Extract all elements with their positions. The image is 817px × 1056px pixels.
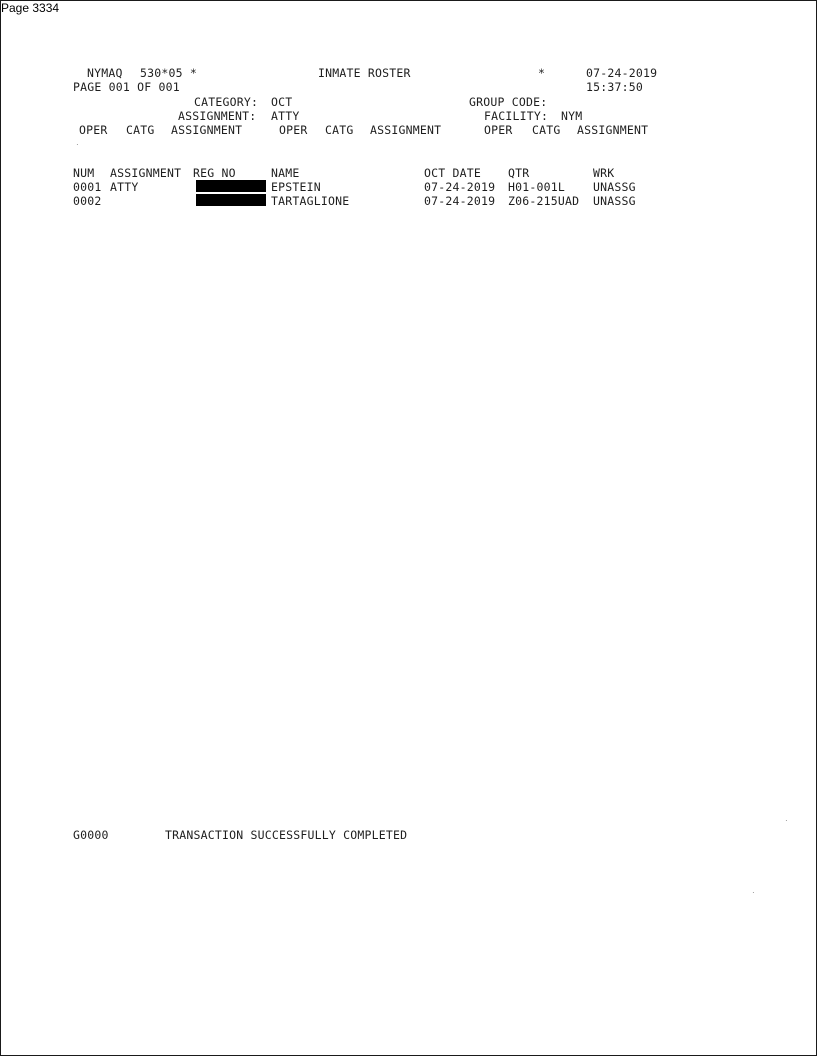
group-code-label: GROUP CODE: (469, 95, 548, 109)
category-value: OCT (271, 95, 293, 109)
oper-header-1: OPER (79, 123, 108, 137)
page-label: Page 3334 (1, 1, 60, 15)
system-code: NYMAQ (87, 66, 123, 80)
row-1-oct-date: 07-24-2019 (424, 180, 496, 194)
assignment-header-3: ASSIGNMENT (577, 123, 649, 137)
assignment-value: ATTY (271, 109, 300, 123)
col-name: NAME (271, 166, 300, 180)
report-title: INMATE ROSTER (318, 66, 411, 80)
col-num: NUM (73, 166, 95, 180)
row-1-wrk: UNASSG (593, 180, 636, 194)
oper-header-3: OPER (484, 123, 513, 137)
page-info: PAGE 001 OF 001 (73, 80, 180, 94)
facility-value: NYM (561, 109, 583, 123)
footer-code: G0000 (73, 828, 109, 842)
row-2-wrk: UNASSG (593, 194, 636, 208)
row-2-reg-no-redaction (196, 194, 266, 206)
row-2-num: 0002 (73, 194, 102, 208)
report-date: 07-24-2019 (586, 66, 658, 80)
row-1-name: EPSTEIN (271, 180, 321, 194)
report-time: 15:37:50 (586, 80, 643, 94)
assignment-header-1: ASSIGNMENT (171, 123, 243, 137)
program-code: 530*05 * (140, 66, 197, 80)
header-star: * (538, 66, 546, 80)
row-2-name: TARTAGLIONE (271, 194, 350, 208)
row-1-num: 0001 (73, 180, 102, 194)
scan-speck: · (785, 816, 788, 825)
assignment-header-2: ASSIGNMENT (370, 123, 442, 137)
row-2-oct-date: 07-24-2019 (424, 194, 496, 208)
col-oct-date: OCT DATE (424, 166, 481, 180)
facility-label: FACILITY: (484, 109, 549, 123)
row-1-qtr: H01-001L (508, 180, 565, 194)
row-1-reg-no-redaction (196, 180, 266, 192)
catg-header-1: CATG (126, 123, 155, 137)
category-label: CATEGORY: (194, 95, 259, 109)
col-qtr: QTR (508, 166, 530, 180)
col-reg-no: REG NO (193, 166, 236, 180)
oper-header-2: OPER (279, 123, 308, 137)
row-2-qtr: Z06-215UAD (508, 194, 580, 208)
scan-speck: · (76, 140, 79, 149)
scan-speck: · (752, 888, 755, 897)
catg-header-3: CATG (532, 123, 561, 137)
catg-header-2: CATG (325, 123, 354, 137)
col-assignment: ASSIGNMENT (110, 166, 182, 180)
footer-message: TRANSACTION SUCCESSFULLY COMPLETED (165, 828, 408, 842)
col-wrk: WRK (593, 166, 615, 180)
row-1-assignment: ATTY (110, 180, 139, 194)
assignment-label: ASSIGNMENT: (178, 109, 257, 123)
